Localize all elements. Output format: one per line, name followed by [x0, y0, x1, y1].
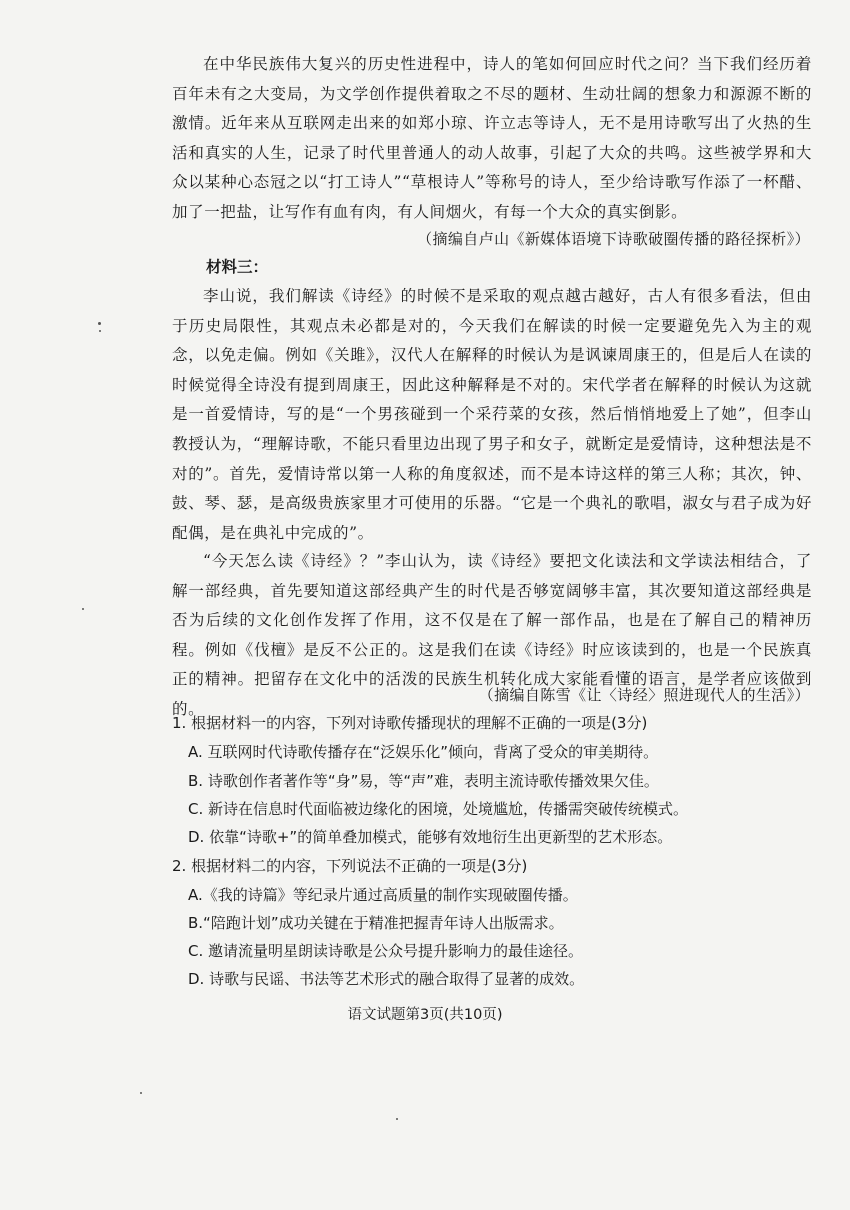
- material3-heading: 材料三：: [206, 258, 269, 276]
- material3-paragraph-1: 李山说，我们解读《诗经》的时候不是采取的观点越古越好，古人有很多看法，但由于历史局限性，其观点未必都是对的，今天我们在解读的时候一定要避免先入为主的观念，以免走偏。例如《关雎》，汉代人在解释的时候认为是讽谏周康王的，但是后人在读的时候觉得全诗没有提到周康王，因此这种解释是不对的。宋代学者在解释的时候认为这就是一首爱情诗，写的是“一个男孩碰到一个采荇菜的女孩，然后悄悄地爱上了她”，但李山教授认为，“理解诗歌，不能只看里边出现了男子和女子，就断定是爱情诗，这种想法是不对的”。首先，爱情诗常以第一人称的角度叙述，而不是本诗这样的第三人称；其次，钟、鼓、琴、瑟，是高级贵族家里才可使用的乐器。“它是一个典礼的歌唱，淑女与君子成为好配偶，是在典礼中完成的”。: [172, 287, 812, 542]
- material2-paragraph: 在中华民族伟大复兴的历史性进程中，诗人的笔如何回应时代之问？当下我们经历着百年未有之大变局，为文学创作提供着取之不尽的题材、生动壮阔的想象力和源源不断的激情。近年来从互联网走出来的如郑小琼、许立志等诗人，无不是用诗歌写出了火热的生活和真实的人生，记录了时代里普通人的动人故事，引起了大众的共鸣。这些被学界和大众以某种心态冠之以“打工诗人”“草根诗人”等称号的诗人，至少给诗歌写作添了一杯醋、加了一把盐，让写作有血有肉，有人间烟火，有每一个大众的真实倒影。: [172, 55, 812, 221]
- question-1-stem: 1. 根据材料一的内容，下列对诗歌传播现状的理解不正确的一项是(3分): [172, 714, 648, 732]
- question-1-option-c: C. 新诗在信息时代面临被边缘化的困境，处境尴尬，传播需突破传统模式。: [188, 800, 689, 818]
- scan-speck: [82, 608, 84, 610]
- scan-speck: [140, 1092, 142, 1094]
- question-2-option-c: C. 邀请流量明星朗读诗歌是公众号提升影响力的最佳途径。: [188, 942, 584, 960]
- scan-speck: [98, 322, 101, 325]
- scan-speck: [99, 330, 101, 332]
- material3-paragraph-2: “今天怎么读《诗经》？”李山认为，读《诗经》要把文化读法和文学读法相结合，了解一部经典，首先要知道这部经典产生的时代是否够宽阔够丰富，其次要知道这部经典是否为后续的文化创作发挥了作用，这不仅是在了解一部作品，也是在了解自己的精神历程。例如《伐檀》是反不公正的。这是我们在读《诗经》时应该读到的，也是一个民族真正的精神。把留存在文化中的活泼的民族生机转化成大家能看懂的语言，是学者应该做到的。: [172, 552, 812, 718]
- question-2-option-a: A.《我的诗篇》等纪录片通过高质量的制作实现破圈传播。: [188, 886, 578, 904]
- question-1-option-b: B. 诗歌创作者著作等“身”易，等“声”难，表明主流诗歌传播效果欠佳。: [188, 772, 659, 790]
- page-footer: 语文试题第3页(共10页): [347, 1007, 503, 1023]
- material3-source: （摘编自陈雪《让〈诗经〉照进现代人的生活》）: [478, 686, 810, 704]
- question-2-option-b: B.“陪跑计划”成功关键在于精准把握青年诗人出版需求。: [188, 914, 564, 932]
- question-2-option-d: D. 诗歌与民谣、书法等艺术形式的融合取得了显著的成效。: [188, 970, 585, 988]
- scan-speck: [396, 1118, 398, 1120]
- material2-source: （摘编自卢山《新媒体语境下诗歌破圈传播的路径探析》）: [417, 230, 810, 248]
- question-1-option-d: D. 依靠“诗歌+”的简单叠加模式，能够有效地衍生出更新型的艺术形态。: [188, 828, 673, 846]
- question-1-option-a: A. 互联网时代诗歌传播存在“泛娱乐化”倾向，背离了受众的审美期待。: [188, 743, 659, 761]
- question-2-stem: 2. 根据材料二的内容，下列说法不正确的一项是(3分): [172, 857, 528, 875]
